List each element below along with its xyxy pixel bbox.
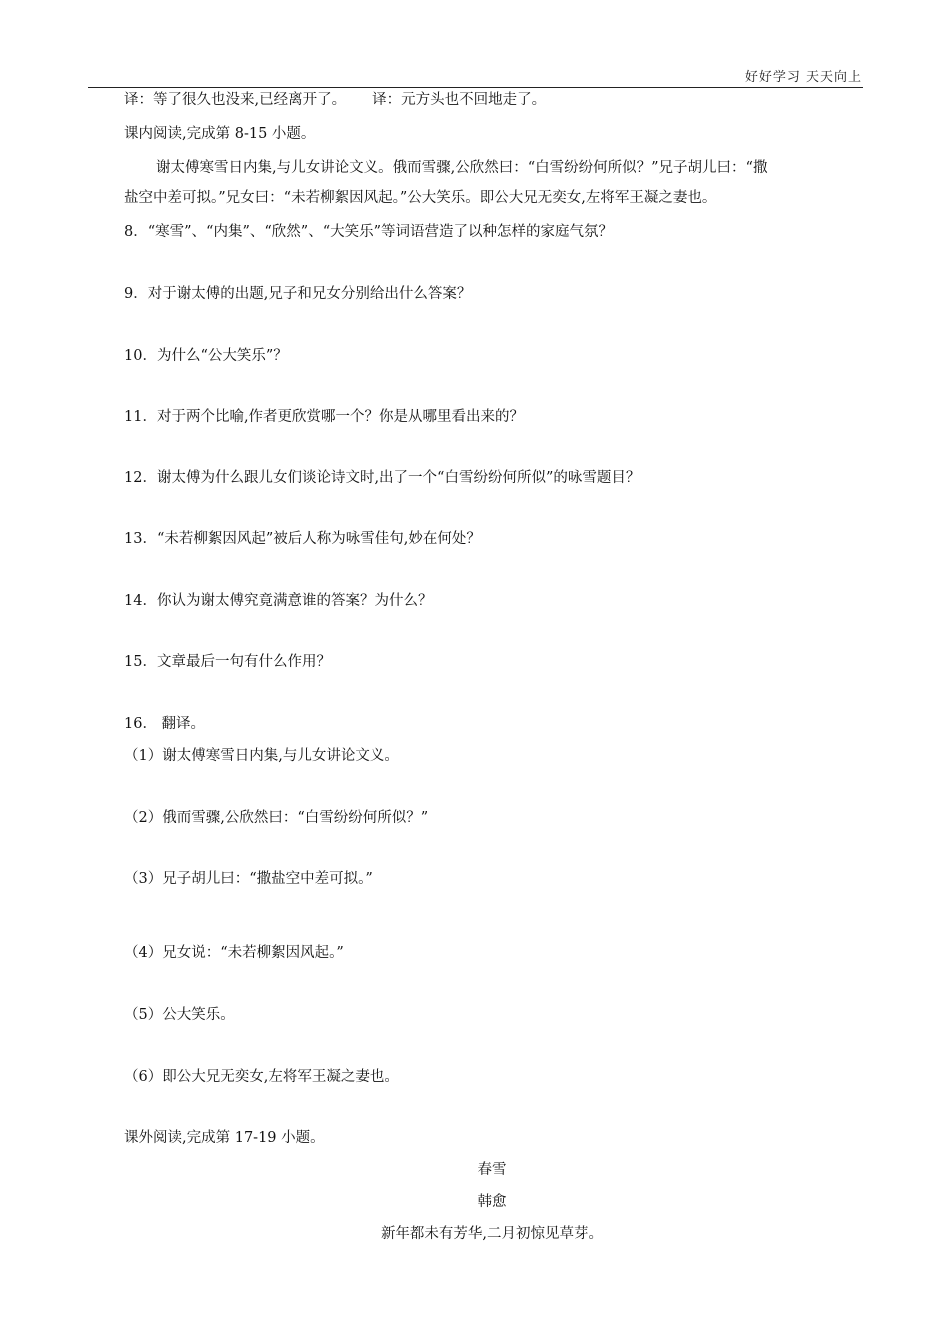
translation-item-6: （6）即公大兄无奕女,左将军王凝之妻也。	[124, 1069, 399, 1085]
question-8: 8．“寒雪”、“内集”、“欣然”、“大笑乐”等词语营造了以种怎样的家庭气氛？	[124, 224, 614, 240]
translation-item-2: （2）俄而雪骤,公欣然曰：“白雪纷纷何所似？”	[124, 810, 429, 826]
question-10: 10．为什么“公大笑乐”？	[124, 348, 288, 364]
header-divider	[88, 87, 863, 88]
question-14: 14．你认为谢太傅究竟满意谁的答案？为什么？	[124, 593, 433, 609]
translation-item-3: （3）兄子胡儿曰：“撒盐空中差可拟。”	[124, 871, 373, 887]
question-12: 12．谢太傅为什么跟儿女们谈论诗文时,出了一个“白雪纷纷何所似”的咏雪题目？	[124, 470, 641, 486]
section-intro: 课内阅读,完成第 8-15 小题。	[124, 126, 316, 142]
question-16: 16． 翻译。	[124, 716, 206, 732]
translation-item-1: （1）谢太傅寒雪日内集,与儿女讲论文义。	[124, 748, 399, 764]
prev-translation-a: 译：等了很久也没来,已经离开了。	[124, 92, 347, 108]
question-13: 13．“未若柳絮因风起”被后人称为咏雪佳句,妙在何处？	[124, 531, 481, 547]
extra-reading-intro: 课外阅读,完成第 17-19 小题。	[124, 1130, 325, 1146]
passage-line-1: 谢太傅寒雪日内集,与儿女讲论文义。俄而雪骤,公欣然曰：“白雪纷纷何所似？”兄子胡儿曰：“撒	[156, 160, 768, 176]
question-9: 9．对于谢太傅的出题,兄子和兄女分别给出什么答案？	[124, 286, 472, 302]
previous-translations	[124, 90, 546, 110]
prev-translation-b: 译：元方头也不回地走了。	[372, 92, 547, 108]
question-11: 11．对于两个比喻,作者更欣赏哪一个？你是从哪里看出来的？	[124, 409, 525, 425]
passage-line-2: 盐空中差可拟。”兄女曰：“未若柳絮因风起。”公大笑乐。即公大兄无奕女,左将军王凝之妻也。	[124, 190, 717, 206]
translation-item-4: （4）兄女说：“未若柳絮因风起。”	[124, 945, 344, 961]
translation-item-5: （5）公大笑乐。	[124, 1007, 235, 1023]
question-15: 15．文章最后一句有什么作用？	[124, 654, 331, 670]
header-motto: 好好学习 天天向上	[744, 70, 862, 85]
poem-line-1: 新年都未有芳华,二月初惊见草芽。	[380, 1226, 604, 1242]
poem-author: 韩愈	[477, 1194, 507, 1210]
poem-title: 春雪	[477, 1162, 507, 1178]
